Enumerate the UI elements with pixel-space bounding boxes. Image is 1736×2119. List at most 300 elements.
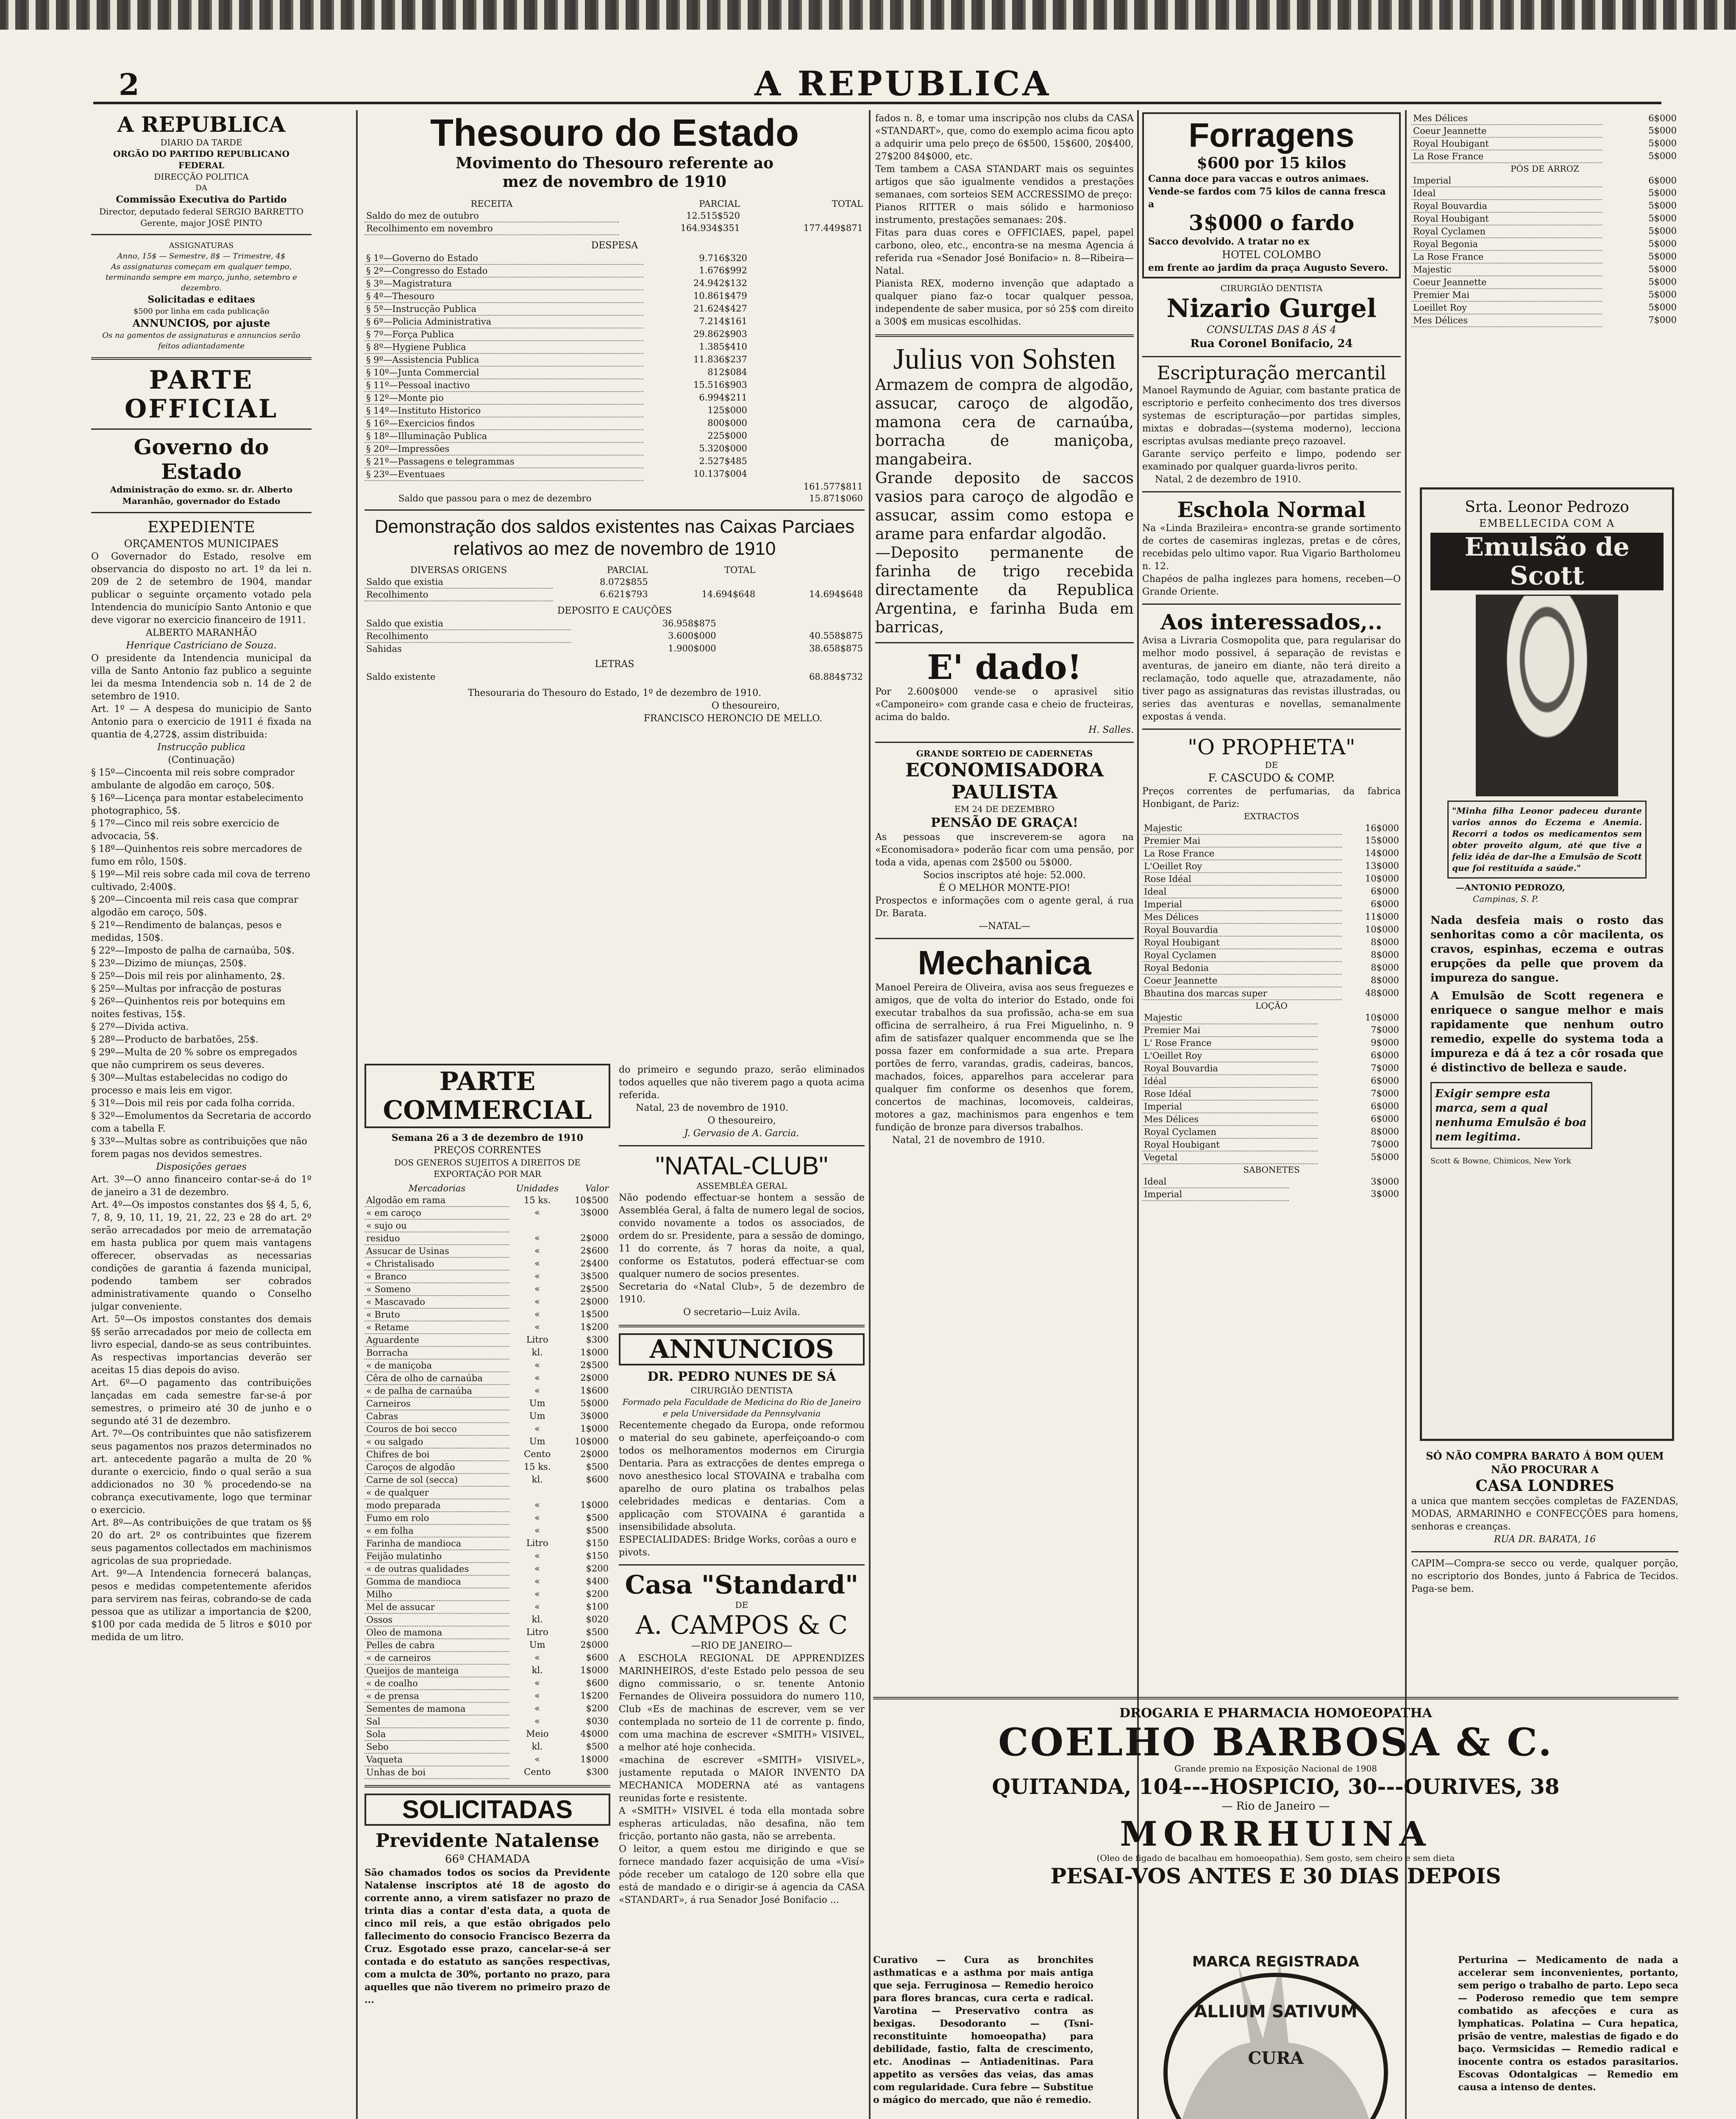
- precos-row-cell: 3$000: [580, 1207, 609, 1218]
- precos-row-cell: «: [534, 1207, 540, 1218]
- po-head: PÓS DE ARROZ: [1511, 164, 1579, 174]
- mechanica-text: Manoel Pereira de Oliveira, avisa aos seus freguezes e amigos, que de volta do interior do Estado, onde foi executar trabalhos da sua profissão, acha-se em sua officina de serralheiro, á rua Frei Miguelinho, n. 9 afim de satisfazer qualquer encommenda que se lhe possa fazer em conformidade a sua arte. Prepara portões de ferro, varandas, gradis, cadeiras, bancos, machados, foices, apparelhos para accelerar para qualquer fim conforme os desenhos que forem, concertos de machinas, locomoveis, caldeiras, motores a gaz, machinismos para engenhos e tem fundição de bronze para diversos trabalhos.: [875, 982, 1134, 1133]
- list-item: § 32º—Emolumentos da Secretaria de accordo com a tabella F.: [91, 1111, 311, 1134]
- precos-row: [364, 1588, 610, 1601]
- mechanica-date: Natal, 21 de novembro de 1910.: [892, 1135, 1045, 1146]
- body-paragraph: Art. 9º—A Intendencia fornecerá balanças, pesos e medidas competentemente aferidos para servirem nas feiras, cobrando-se de cada pessoa que as utilizar a importancia de $200, $100 por cada medida de 5 litros e $010 por medida de um litro.: [91, 1568, 312, 1643]
- forragens-text: em frente ao jardim da praça Augusto Severo.: [1148, 262, 1388, 273]
- precos-row: [364, 1702, 610, 1715]
- po-row-cell: 5$000: [1648, 302, 1677, 312]
- precos-row-cell: Milho: [364, 1588, 509, 1601]
- column-rule: [356, 110, 358, 2119]
- sorteio-line: GRANDE SORTEIO DE CADERNETAS: [916, 748, 1093, 759]
- precos-row-cell: 1$500: [580, 1309, 609, 1319]
- londres-text: a unica que mantem secções completas de FAZENDAS, MODAS, ARMARINHO e CONFECÇÕES para homens, senhoras e creanças.: [1411, 1496, 1678, 1532]
- precos-title: PREÇOS CORRENTES: [434, 1145, 541, 1156]
- escola-text: Na «Linda Brazileira» encontra-se grande sortimento de cortes de casemiras inglezas, pretas e de côres, recebidas pelo ultimo vapor. Rua Vigario Bartholomeu n. 12.: [1142, 523, 1401, 572]
- sabonete-row-cell: 3$000: [1371, 1176, 1399, 1187]
- body-paragraph: Art. 6º—O pagamento das contribuições lançadas em cada semestre far-se-á por semestres, o primeiro até 30 de junho e o segundo até 31 de dezembro.: [91, 1378, 312, 1427]
- po-table: [1411, 175, 1678, 327]
- despesa-row: [364, 315, 865, 328]
- despesa-row-cell: 5.320$000: [699, 443, 747, 453]
- forragens-box: [1142, 112, 1401, 278]
- locao-row-cell: Vegetal: [1142, 1151, 1318, 1164]
- precos-row-cell: kl.: [531, 1741, 543, 1752]
- precos-row: [364, 1385, 610, 1397]
- despesa-row: [364, 264, 865, 277]
- precos-row-cell: «: [534, 1360, 540, 1370]
- despesa-row-cell: [749, 379, 865, 392]
- sabonete-row: [1142, 1176, 1401, 1188]
- receita-table: [364, 198, 865, 235]
- forragens-text: Canna doce para vaccas e outros animaes.: [1148, 173, 1369, 184]
- forragens-title: Forragens: [1188, 116, 1355, 154]
- precos-row-cell: «: [534, 1525, 540, 1535]
- precos-row-cell: 10$000: [574, 1436, 609, 1446]
- precos-row: [364, 1639, 610, 1652]
- precos-row: [364, 1321, 610, 1334]
- despesa-row-cell: 29.862$903: [693, 329, 747, 339]
- dado-title: E' dado!: [927, 647, 1082, 687]
- po-row-cell: Majestic: [1411, 263, 1602, 276]
- despesa-row-cell: [749, 290, 865, 303]
- perfume-row: [1411, 150, 1678, 163]
- precos-row-cell: Fumo em rolo: [364, 1512, 509, 1524]
- diversas-row-cell: Saldo que existia: [364, 576, 553, 588]
- extractos-row-cell: Royal Bouvardia: [1142, 923, 1342, 936]
- locao-row-cell: L'Oeillet Roy: [1142, 1049, 1318, 1062]
- precos-row-cell: modo preparada: [364, 1499, 509, 1512]
- po-row: [1411, 225, 1678, 238]
- po-row-cell: 5$000: [1648, 264, 1677, 274]
- pedro-text: Recentemente chegado da Europa, onde reformou o material do seu gabinete, aperfeiçoando-o com todos os melhoramentos modernos em Cirurgia Dentaria. Para as extracções de dentes emprega o novo anesthesico local STOVAINA e trabalha com aparelho de ouro platina os trabalhos pelas celebridades medicas e dentarias. Com a applicação com STOVAINA é garantida a insensibilidade absoluta.: [619, 1420, 865, 1532]
- extractos-row-cell: Coeur Jeannette: [1142, 974, 1342, 987]
- precos-row-cell: «: [534, 1284, 540, 1294]
- portrait-image: [1476, 595, 1618, 796]
- sabonete-row-cell: Imperial: [1142, 1188, 1289, 1201]
- natal-club-sig: O secretario—Luiz Avila.: [683, 1307, 800, 1318]
- scott-text: A Emulsão de Scott regenera e enriquece o sangue melhor e mais rapidamente que nenhum outro remedio, expelle do systema toda a impureza e dá á tez a côr rosada que é distinctivo de belleza e saude.: [1430, 990, 1664, 1074]
- standard-de: DE: [735, 1600, 748, 1610]
- list-item: § 27º—Divida activa.: [91, 1022, 189, 1032]
- sahidas-total: 38.658$875: [809, 643, 863, 653]
- precos-row-cell: «: [534, 1500, 540, 1510]
- despesa-row-cell: [749, 404, 865, 417]
- precos-row-cell: 1$000: [580, 1500, 609, 1510]
- precos-row-cell: 1$200: [580, 1691, 609, 1701]
- despesa-row-cell: 812$084: [707, 367, 747, 377]
- precos-row: [364, 1486, 610, 1499]
- despesa-row: [364, 404, 865, 417]
- saldo-label: Saldo que passou para o mez de dezembro: [398, 493, 592, 503]
- extractos-head: EXTRACTOS: [1244, 811, 1299, 821]
- po-row-cell: Ideal: [1411, 187, 1602, 200]
- precos-row-cell: 1$000: [580, 1754, 609, 1764]
- precos-row-cell: 1$200: [580, 1322, 609, 1332]
- extractos-row-cell: Rose Idéal: [1142, 873, 1342, 885]
- thes-signoff: Thesouraria do Thesouro do Estado, 1º de dezembro de 1910.: [467, 688, 762, 698]
- precos-row: [364, 1359, 610, 1372]
- th-valor: Valor: [585, 1183, 609, 1193]
- th-mercadorias: Mercadorias: [408, 1183, 466, 1193]
- precos-row-cell: «: [534, 1246, 540, 1256]
- extractos-row: [1142, 898, 1401, 911]
- list-item: § 30º—Multas estabelecidas no codigo do processo e mais leis em vigor.: [91, 1073, 288, 1096]
- precos-row-cell: Sal: [364, 1715, 509, 1728]
- precos-row-cell: Chifres de boi: [364, 1448, 509, 1461]
- locao-row: [1142, 1113, 1401, 1126]
- propheta-cascudo: F. CASCUDO & COMP.: [1208, 772, 1335, 784]
- julius-text: Grande deposito de saccos vasios para caroço de algodão e assucar, assim como estopa e arame para enfardar algodão.: [875, 470, 1134, 543]
- body-paragraph: Art. 3º—O anno financeiro contar-se-á do 1º de janeiro a 31 de dezembro.: [91, 1174, 312, 1198]
- precos-row-cell: [509, 1486, 565, 1499]
- masthead-sub: DIRECÇÃO POLITICA: [154, 172, 249, 182]
- extractos-row-cell: 16$000: [1365, 823, 1399, 833]
- extractos-row-cell: 8$000: [1371, 962, 1399, 973]
- column-3: [875, 112, 1134, 1680]
- masthead-title: A REPUBLICA: [117, 112, 286, 137]
- extractos-row: [1142, 860, 1401, 873]
- list-item: § 31º—Dois mil reis por cada folha corrida.: [91, 1098, 295, 1109]
- locao-row-cell: 5$000: [1371, 1152, 1399, 1162]
- despesa-row-cell: 1.676$992: [699, 265, 747, 275]
- coelho-title: COELHO BARBOSA & C.: [998, 1720, 1553, 1765]
- extractos-row-cell: Imperial: [1142, 898, 1342, 911]
- precos-row: [364, 1753, 610, 1766]
- despesa-row-cell: § 14º—Instituto Historico: [364, 404, 643, 417]
- locao-row-cell: Majestic: [1142, 1012, 1318, 1024]
- julius-title: Julius von Sohsten: [893, 343, 1116, 375]
- extractos-row-cell: La Rose France: [1142, 847, 1342, 860]
- locao-row-cell: Royal Bouvardia: [1142, 1062, 1318, 1075]
- scott-nada: Nada desfeia mais o rosto das senhoritas como a côr macilenta, os cravos, espinhas, eczema e outras erupções da pelle que provem da impureza do sangue.: [1430, 914, 1664, 984]
- masthead-sub: Commissão Executiva do Partido: [116, 194, 287, 205]
- precos-row-cell: $020: [586, 1614, 609, 1624]
- despesa-row-cell: § 3º—Magistratura: [364, 277, 643, 290]
- precos-row-cell: «: [534, 1271, 540, 1281]
- po-row-cell: Premier Mai: [1411, 289, 1602, 301]
- precos-row-cell: $150: [586, 1551, 609, 1561]
- body-paragraph: Fitas para duas cores e OFFICIAES, papel, papel carbono, oleo, etc., encontra-se na mesma Agencia á referida rua «Senador José Bonifacio» n. 8—Ribeira—Natal.: [875, 228, 1134, 276]
- despesa-row-cell: 10.137$004: [693, 469, 747, 479]
- despesa-row-cell: 15.516$903: [693, 380, 747, 390]
- po-row-cell: 5$000: [1648, 226, 1677, 236]
- extractos-row-cell: 48$000: [1365, 988, 1399, 998]
- list-item: § 23º—Dizimo de miunças, 250$.: [91, 958, 247, 969]
- po-row: [1411, 289, 1678, 301]
- extractos-row-cell: 6$000: [1371, 899, 1399, 909]
- precos-row-cell: « Bruto: [364, 1308, 509, 1321]
- locao-row: [1142, 1062, 1401, 1075]
- perfume-row-cell: 5$000: [1648, 125, 1677, 136]
- precos-row-cell: 2$600: [580, 1246, 609, 1256]
- po-row: [1411, 301, 1678, 314]
- body-paragraph: Art. 5º—Os impostos constantes dos demais §§ serão arrecadados por meio de collecta em livro especial, dando-se as seus contribuintes. As respectivas importancias deverão ser aceitas 15 dias depois do aviso.: [91, 1314, 312, 1376]
- precos-row: [364, 1461, 610, 1474]
- precos-row-cell: «: [534, 1589, 540, 1599]
- despesa-row-cell: § 1º—Governo do Estado: [364, 252, 643, 264]
- chamada-text: São chamados todos os socios da Previdente Natalense inscriptos até 18 de agosto do corrente anno, a virem satisfazer no prazo de trinta dias a contar d'esta data, a quota de cinco mil reis, a que estão obrigados pelo fallecimento do consocio Francisco Bezerra da Cruz. Esgotado esse prazo, cancelar-se-á ser contada e do estatuto as sanções respectivas, com a mulcta de 30%, portanto no prazo, para aquelles que não tiverem no primeiro prazo de ...: [364, 1867, 610, 2005]
- list-item: § 26º—Quinhentos reis por botequins em noites festivas, 15$.: [91, 996, 285, 1020]
- despesa-row-cell: [749, 252, 865, 264]
- receita-row-cell: Recolhimento em novembro: [364, 222, 619, 235]
- locao-table: [1142, 1012, 1401, 1164]
- gov-title: Governo do Estado: [134, 434, 269, 484]
- precos-row-cell: $600: [586, 1652, 609, 1663]
- precos-row-cell: Mel de assucar: [364, 1601, 509, 1613]
- solicitadas-title: SOLICITADAS: [364, 1794, 610, 1826]
- despesa-row-cell: § 20º—Impressões: [364, 442, 643, 455]
- locao-row: [1142, 1024, 1401, 1037]
- precos-row-cell: «: [534, 1513, 540, 1523]
- extractos-row-cell: Premier Mai: [1142, 834, 1342, 847]
- po-row-cell: 5$000: [1648, 213, 1677, 223]
- po-row-cell: Royal Begonia: [1411, 238, 1602, 250]
- precos-row: [364, 1499, 610, 1512]
- deposito-row: [364, 617, 865, 630]
- precos-row-cell: «: [534, 1754, 540, 1764]
- precos-row-cell: « em folha: [364, 1524, 509, 1537]
- saldo-value: 15.871$060: [809, 493, 863, 503]
- precos-row-cell: Caroços de algodão: [364, 1461, 509, 1474]
- despesa-row: [364, 303, 865, 315]
- perfume-top-table: [1411, 112, 1678, 163]
- extractos-row: [1142, 962, 1401, 974]
- precos-row-cell: 5$000: [580, 1398, 609, 1408]
- po-row-cell: 5$000: [1648, 251, 1677, 261]
- precos-row-cell: Unhas de boi: [364, 1766, 509, 1779]
- precos-row-cell: «: [534, 1703, 540, 1713]
- econ-monte: É O MELHOR MONTE-PIO!: [938, 883, 1071, 893]
- extractos-row-cell: Royal Cyclamen: [1142, 949, 1342, 962]
- paper-name: A REPUBLICA: [754, 64, 1052, 103]
- sabonetes-head: SABONETES: [1243, 1165, 1300, 1175]
- scan-top-edge: [0, 0, 1736, 30]
- precos-row-cell: Carne de sol (secca): [364, 1474, 509, 1486]
- precos-row-cell: Aguardente: [364, 1334, 509, 1346]
- diversas-row-cell: 14.694$648: [701, 589, 756, 599]
- ads-line: ANNUNCIOS, por ajuste: [132, 317, 270, 329]
- precos-row-cell: «: [534, 1322, 540, 1332]
- despesa-row-cell: 2.527$485: [699, 456, 747, 466]
- precos-row-cell: Carneiros: [364, 1397, 509, 1410]
- despesa-row-cell: 10.861$479: [693, 291, 747, 301]
- extractos-row: [1142, 923, 1401, 936]
- diversas-row: [364, 576, 865, 588]
- pesai-line: PESAI-VOS ANTES E 30 DIAS DEPOIS: [1050, 1863, 1501, 1888]
- chamada-title: 66ª CHAMADA: [445, 1853, 530, 1866]
- precos-row-cell: «: [534, 1309, 540, 1319]
- precos-row: [364, 1245, 610, 1257]
- po-row-cell: 5$000: [1648, 239, 1677, 249]
- precos-row-cell: $300: [586, 1335, 609, 1345]
- precos-row-cell: Um: [529, 1398, 545, 1408]
- orcamentos-title: ORÇAMENTOS MUNICIPAES: [124, 538, 279, 550]
- po-row-cell: Royal Houbigant: [1411, 212, 1602, 225]
- natal-club-text: Não podendo effectuar-se hontem a sessão de Assembléa Geral, á falta de numero legal de socios, convido novamente a todos os associados, de ordem do sr. Presidente, para a sessão de domingo, 11 do corrente, ás 7 horas da noite, a qual, conforme os Estatutos, poderá effectuar-se com qualquer numero de socios presentes.: [619, 1193, 865, 1279]
- despesa-row-cell: 24.942$132: [693, 278, 747, 288]
- mechanica-title: Mechanica: [918, 944, 1091, 982]
- despesa-row-cell: § 6º—Policia Administrativa: [364, 315, 643, 328]
- list-item: § 19º—Mil reis sobre cada mil cova de terreno cultivado, 2:400$.: [91, 869, 311, 893]
- despesa-row-cell: [749, 315, 865, 328]
- escola-text: Chapéos de palha inglezes para homens, receben—O Grande Oriente.: [1142, 574, 1401, 597]
- julius-text: Armazem de compra de algodão, assucar, caroço de algodão, mamona cera de carnaúba, borracha de maniçoba, mangabeira.: [875, 376, 1134, 468]
- locao-row-cell: 6$000: [1371, 1114, 1399, 1124]
- precos-row-cell: 2$000: [580, 1449, 609, 1459]
- precos-row-cell: kl.: [531, 1347, 543, 1357]
- precos-row-cell: Litro: [526, 1538, 548, 1548]
- deposito-row: [364, 630, 865, 642]
- diversas-row: [364, 588, 865, 601]
- nizario-sub: CIRURGIÃO DENTISTA: [1220, 283, 1323, 293]
- precos-row-cell: « Retame: [364, 1321, 509, 1334]
- deposito-row-cell: 36.958$875: [662, 618, 716, 628]
- precos-row-cell: 3$500: [580, 1271, 609, 1281]
- precos-row-cell: «: [534, 1424, 540, 1434]
- despesa-row: [364, 442, 865, 455]
- deposito-row-cell: Saldo que existia: [364, 617, 571, 630]
- despesa-row-cell: [749, 264, 865, 277]
- despesa-row-cell: § 8º—Hygiene Publica: [364, 341, 643, 353]
- po-row-cell: 5$000: [1648, 289, 1677, 300]
- forragens-text: Sacco devolvido. A tratar no ex: [1148, 236, 1310, 247]
- despesa-row: [364, 252, 865, 264]
- locao-row: [1142, 1100, 1401, 1113]
- po-row: [1411, 200, 1678, 212]
- precos-row: [364, 1728, 610, 1741]
- precos-row-cell: Feijão mulatinho: [364, 1550, 509, 1563]
- precos-row: [364, 1283, 610, 1296]
- precos-row-cell: « Someno: [364, 1283, 509, 1296]
- extractos-table: [1142, 822, 1401, 1000]
- leonor-name: Srta. Leonor Pedrozo: [1465, 498, 1629, 516]
- despesa-table: [364, 252, 865, 492]
- th-receita: RECEITA: [470, 199, 513, 209]
- precos-row: [364, 1664, 610, 1677]
- deposito-head: DEPOSITO E CAUÇÕES: [557, 606, 672, 616]
- precos-row: [364, 1575, 610, 1588]
- po-row: [1411, 187, 1678, 200]
- precos-row: [364, 1613, 610, 1626]
- despesa-row: [364, 379, 865, 392]
- locao-row-cell: 7$000: [1371, 1139, 1399, 1149]
- precos-row-cell: 1$000: [580, 1424, 609, 1434]
- escript-text: Manoel Raymundo de Aguiar, com bastante pratica de escriptorio e perfeito conhecimento dos tres diversos systemas de escripturação—por partidas simples, mixtas e dobradas—(systema moderno), lecciona escriptas avulsas mediante preço razoavel.: [1142, 385, 1401, 447]
- precos-row-cell: 1$000: [580, 1665, 609, 1675]
- drogaria-ad: [873, 1691, 1678, 2119]
- despesa-row-cell: 21.624$427: [693, 303, 747, 314]
- precos-row-cell: Queijos de manteiga: [364, 1664, 509, 1677]
- precos-row-cell: $400: [586, 1576, 609, 1586]
- despesa-total: 161.577$811: [803, 481, 863, 492]
- signature: O thesoureiro,: [707, 1115, 776, 1126]
- despesa-row-cell: § 16º—Exercicios findos: [364, 417, 643, 430]
- despesa-row-cell: § 4º—Thesouro: [364, 290, 643, 303]
- precos-row-cell: Borracha: [364, 1346, 509, 1359]
- perfume-row-cell: Mes Délices: [1411, 112, 1602, 125]
- leonor-sub: EMBELLECIDA COM A: [1479, 517, 1615, 529]
- ads-note: Os na gamentos de assignaturas e annuncios serão feitos adiantadamente: [102, 331, 300, 350]
- despesa-row-cell: [749, 277, 865, 290]
- precos-row-cell: Pelles de cabra: [364, 1639, 509, 1652]
- precos-row-cell: « de coalho: [364, 1677, 509, 1690]
- sahidas-label: Sahidas: [366, 644, 402, 654]
- expediente-title: EXPEDIENTE: [147, 519, 255, 536]
- nizario-addr: Rua Coronel Bonifacio, 24: [1190, 337, 1353, 350]
- forragens-price: $600 por 15 kilos: [1196, 154, 1347, 172]
- precos-row-cell: $500: [586, 1741, 609, 1752]
- section-label: Instrucção publica: [157, 742, 245, 753]
- escript-text: Garante serviço perfeito e limpo, podendo ser examinado por qualquer guarda-livros perito.: [1142, 449, 1401, 472]
- extractos-row: [1142, 911, 1401, 923]
- precos-row-cell: Couros de boi secco: [364, 1423, 509, 1435]
- list-item: § 15º—Cincoenta mil reis sobre comprador ambulante de algodão em caroço, 50$.: [91, 768, 295, 791]
- precos-row: [364, 1677, 610, 1690]
- perfume-row-cell: 6$000: [1648, 113, 1677, 123]
- despesa-row-cell: [749, 442, 865, 455]
- precos-row-cell: Meio: [526, 1729, 549, 1739]
- body-paragraph: Pianista REX, moderno invenção que adaptado a qualquer piano faz-o tocar qualquer pessoa, independente de saber musica, por só 25$ com direito a 300$ em musicas escolhidas.: [875, 278, 1134, 327]
- locao-row-cell: 7$000: [1371, 1063, 1399, 1073]
- solicit-note: $500 por linha em cada publicação: [133, 307, 270, 316]
- section-label: (Continuação): [168, 755, 235, 765]
- precos-row-cell: Cabras: [364, 1410, 509, 1423]
- po-row: [1411, 314, 1678, 327]
- precos-row-cell: 15 ks.: [523, 1462, 551, 1472]
- precos-row-cell: « de prensa: [364, 1690, 509, 1702]
- econ-natal: —NATAL—: [979, 921, 1030, 932]
- nizario-hours: CONSULTAS DAS 8 ÁS 4: [1207, 324, 1336, 336]
- section-label: Disposições geraes: [156, 1162, 247, 1172]
- precos-row-cell: $500: [586, 1462, 609, 1472]
- sabonetes-table: [1142, 1176, 1401, 1201]
- precos-row-cell: Sebo: [364, 1741, 509, 1753]
- despesa-row: [364, 277, 865, 290]
- commercial-title: PARTE COMMERCIAL: [364, 1064, 610, 1128]
- despesa-row: [364, 366, 865, 379]
- po-row: [1411, 250, 1678, 263]
- precos-row-cell: 15 ks.: [523, 1195, 551, 1205]
- precos-row: [364, 1766, 610, 1779]
- locao-row-cell: Idéal: [1142, 1075, 1318, 1087]
- parte-official-title: PARTE OFFICIAL: [124, 365, 278, 424]
- precos-row: [364, 1652, 610, 1664]
- natal-club-sec: Secretaria do «Natal Club», 5 de dezembro de 1910.: [619, 1282, 865, 1305]
- precos-row: [364, 1372, 610, 1385]
- precos-row-cell: 2$400: [580, 1258, 609, 1268]
- precos-row-cell: Litro: [526, 1627, 548, 1637]
- quitanda-line: QUITANDA, 104---HOSPICIO, 30---OURIVES, 38: [992, 1774, 1560, 1799]
- precos-row-cell: [565, 1486, 610, 1499]
- londres-addr: RUA DR. BARATA, 16: [1494, 1534, 1596, 1545]
- precos-row-cell: «: [534, 1716, 540, 1726]
- masthead-sub: DIARIO DA TARDE: [160, 137, 242, 147]
- leonor-quote-sig: —ANTONIO PEDROZO,: [1456, 882, 1565, 893]
- precos-row-cell: « Mascavado: [364, 1296, 509, 1308]
- scott-emulsion-ad: [1420, 487, 1674, 1441]
- thesouro-section: [364, 112, 865, 1045]
- solicit-line: Solicitadas e editaes: [147, 294, 255, 305]
- precos-row-cell: 3$000: [580, 1411, 609, 1421]
- manager-line: Gerente, major JOSÉ PINTO: [140, 218, 262, 228]
- precos-row: [364, 1474, 610, 1486]
- precos-row-cell: kl.: [531, 1474, 543, 1485]
- precos-row-cell: « de qualquer: [364, 1486, 509, 1499]
- campos-rio: —RIO DE JANEIRO—: [691, 1641, 793, 1651]
- th-unidades: Unidades: [516, 1183, 559, 1193]
- masthead-sub: ORGÃO DO PARTIDO REPUBLICANO FEDERAL: [113, 149, 289, 170]
